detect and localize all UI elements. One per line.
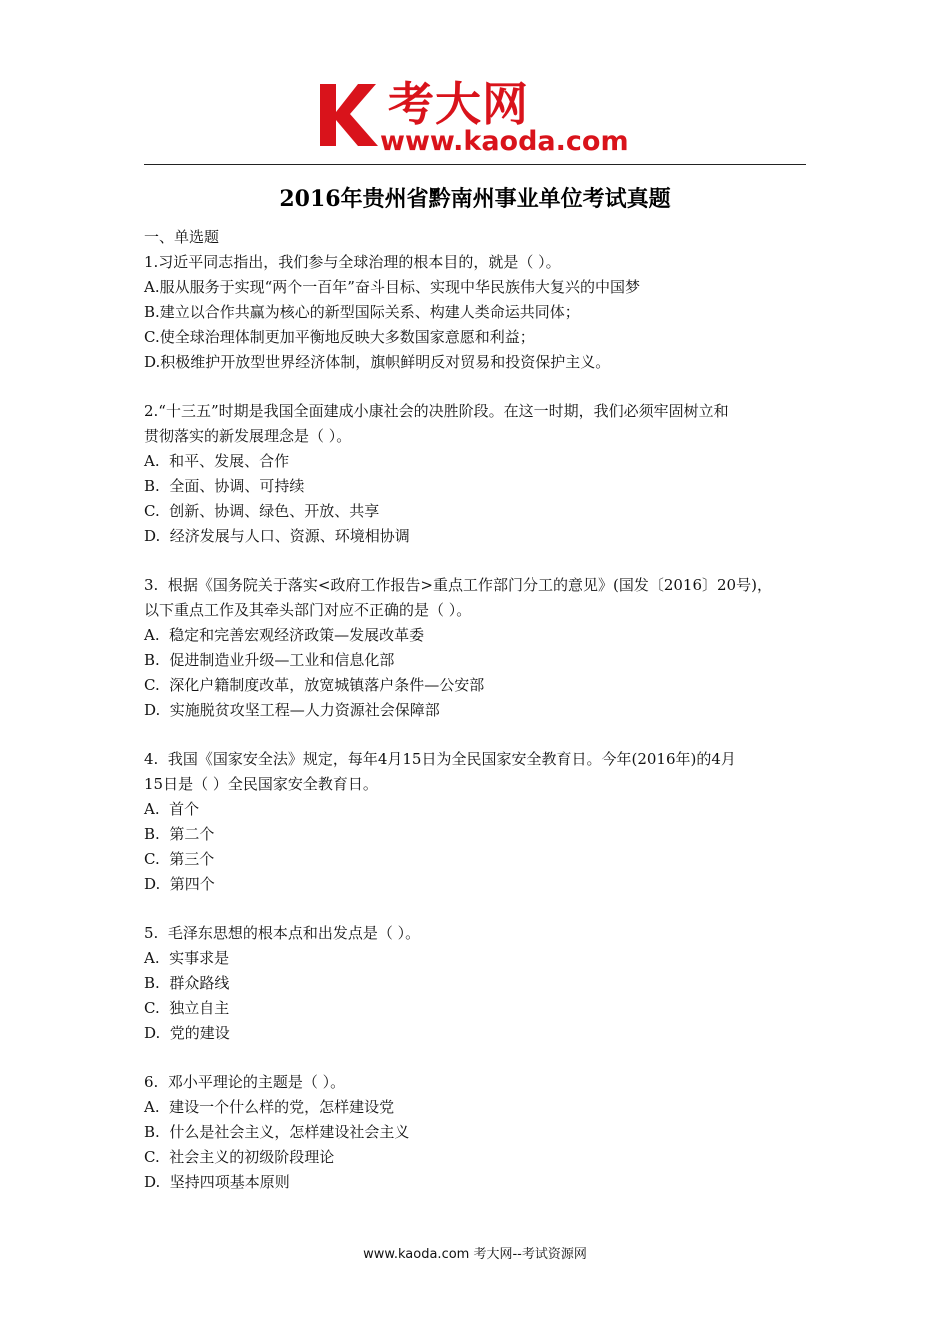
question-spacer xyxy=(144,375,814,399)
question-spacer xyxy=(144,1046,814,1070)
header-divider xyxy=(144,164,806,165)
answer-option: A. 稳定和完善宏观经济政策—发展改革委 xyxy=(144,626,425,644)
answer-option: B.建立以合作共赢为核心的新型国际关系、构建人类命运共同体； xyxy=(144,303,580,321)
question-spacer xyxy=(144,549,814,573)
question-block xyxy=(144,1070,814,1195)
answer-option: C.使全球治理体制更加平衡地反映大多数国家意愿和利益； xyxy=(144,328,535,346)
answer-option: D. 实施脱贫攻坚工程—人力资源社会保障部 xyxy=(144,701,440,719)
question-stem: 5. 毛泽东思想的根本点和出发点是（ ）。 xyxy=(144,924,421,942)
answer-option: C. 深化户籍制度改革，放宽城镇落户条件—公安部 xyxy=(144,676,485,694)
question-stem: 1.习近平同志指出，我们参与全球治理的根本目的，就是（ ）。 xyxy=(144,253,561,271)
question-stem: 以下重点工作及其牵头部门对应不正确的是（ ）。 xyxy=(144,601,472,619)
answer-option: D. 经济发展与人口、资源、环境相协调 xyxy=(144,527,410,545)
answer-option: D. 第四个 xyxy=(144,875,215,893)
answer-option: D. 坚持四项基本原则 xyxy=(144,1173,290,1191)
question-stem: 3. 根据《国务院关于落实<政府工作报告>重点工作部门分工的意见》(国发〔2016〕20号)， xyxy=(144,576,772,594)
question-spacer xyxy=(144,897,814,921)
answer-option: C. 创新、协调、绿色、开放、共享 xyxy=(144,502,380,520)
logo-chinese-text: 考大网 xyxy=(388,77,529,131)
question-list xyxy=(144,250,814,1195)
answer-option: B. 群众路线 xyxy=(144,974,230,992)
answer-option: C. 社会主义的初级阶段理论 xyxy=(144,1148,335,1166)
question-stem: 6. 邓小平理论的主题是（ ）。 xyxy=(144,1073,346,1091)
answer-option: B. 全面、协调、可持续 xyxy=(144,477,305,495)
answer-option: A. 首个 xyxy=(144,800,200,818)
kaoda-logo xyxy=(318,78,638,158)
answer-option: A.服从服务于实现“两个一百年”奋斗目标、实现中华民族伟大复兴的中国梦 xyxy=(144,278,640,296)
answer-option: C. 第三个 xyxy=(144,850,215,868)
logo-url-text: www.kaoda.com xyxy=(380,126,629,157)
question-stem: 15日是（ ）全民国家安全教育日。 xyxy=(144,775,378,793)
question-stem: 4. 我国《国家安全法》规定，每年4月15日为全民国家安全教育日。今年(2016年)的4月 xyxy=(144,750,736,768)
document-title: 2016年贵州省黔南州事业单位考试真题 xyxy=(279,186,671,212)
answer-option: D. 党的建设 xyxy=(144,1024,230,1042)
question-stem: 贯彻落实的新发展理念是（ ）。 xyxy=(144,427,352,445)
answer-option: B. 第二个 xyxy=(144,825,215,843)
question-block xyxy=(144,250,814,375)
answer-option: D.积极维护开放型世界经济体制，旗帜鲜明反对贸易和投资保护主义。 xyxy=(144,353,611,371)
answer-option: B. 什么是社会主义，怎样建设社会主义 xyxy=(144,1123,410,1141)
answer-option: A. 实事求是 xyxy=(144,949,230,967)
document-body xyxy=(144,225,814,1195)
question-stem: 2.“十三五”时期是我国全面建成小康社会的决胜阶段。在这一时期，我们必须牢固树立和 xyxy=(144,402,729,420)
page-footer: www.kaoda.com 考大网--考试资源网 xyxy=(363,1247,587,1262)
question-spacer xyxy=(144,723,814,747)
answer-option: B. 促进制造业升级—工业和信息化部 xyxy=(144,651,395,669)
question-block xyxy=(144,573,814,723)
answer-option: C. 独立自主 xyxy=(144,999,230,1017)
section-heading: 一、单选题 xyxy=(144,228,220,246)
question-block xyxy=(144,747,814,897)
answer-option: A. 和平、发展、合作 xyxy=(144,452,290,470)
question-block xyxy=(144,921,814,1046)
question-block xyxy=(144,399,814,549)
answer-option: A. 建设一个什么样的党，怎样建设党 xyxy=(144,1098,395,1116)
k-logo-icon xyxy=(318,82,378,148)
